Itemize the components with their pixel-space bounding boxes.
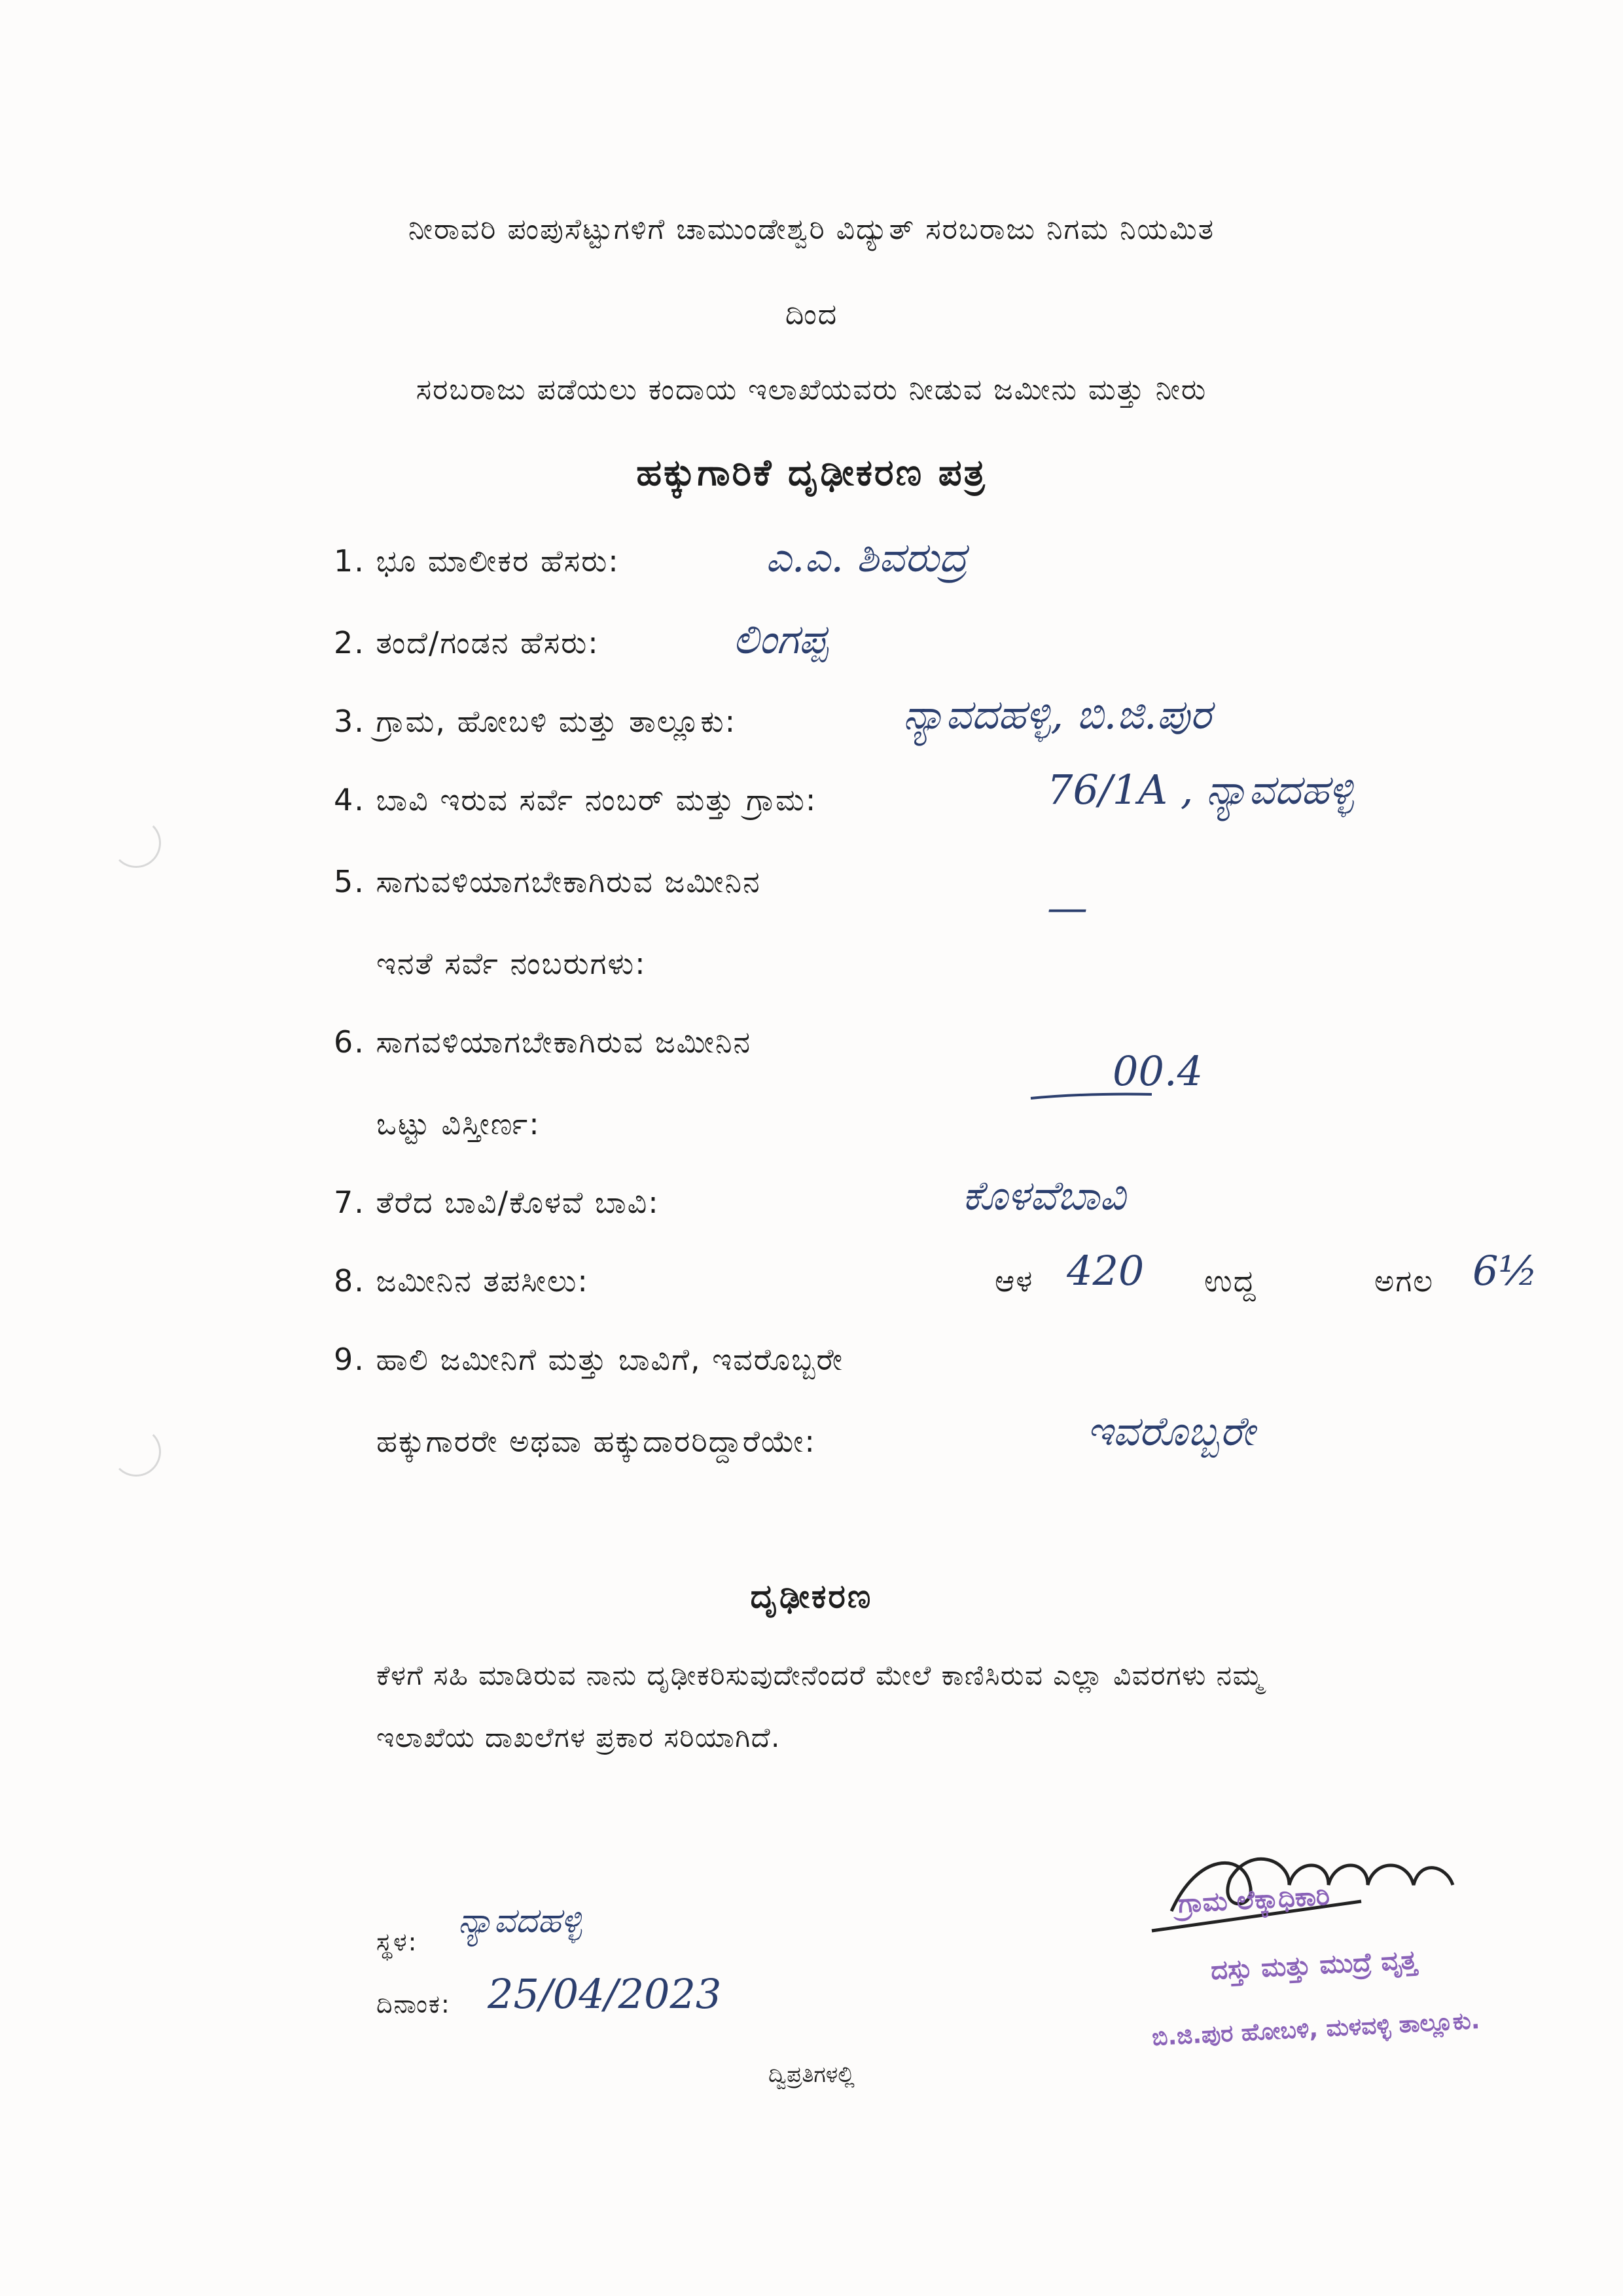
place-label: ಸ್ಥಳ: <box>376 1928 418 1956</box>
item-7-label: 7. ತೆರೆದ ಬಾವಿ/ಕೊಳವೆ ಬಾವಿ: <box>334 1185 660 1220</box>
copies-note: ದ್ವಿಪ್ರತಿಗಳಲ್ಲಿ <box>768 2062 855 2088</box>
place-value: ನ್ಯಾವದಹಳ್ಳಿ <box>458 1901 582 1941</box>
item-8-width-label: ಅಗಲ <box>1374 1263 1435 1299</box>
item-6-underline <box>1027 1086 1158 1106</box>
punch-hole-mark <box>111 818 161 868</box>
date-value: 25/04/2023 <box>488 1970 722 2018</box>
header-line-1: ನೀರಾವರಿ ಪಂಪುಸೆಟ್ಟುಗಳಿಗೆ ಚಾಮುಂಡೇಶ್ವರಿ ವಿದ್ಯುತ್ ಸರಬರಾಜು ನಿಗಮ ನಿಯಮಿತ <box>408 213 1215 246</box>
item-5-value: — <box>1047 884 1088 931</box>
item-5-label-cont: ಇನತೆ ಸರ್ವೆ ನಂಬರುಗಳು: <box>376 946 647 981</box>
item-8-width-value: 6½ <box>1472 1247 1538 1295</box>
item-9-value: ಇವರೊಬ್ಬರೇ <box>1086 1407 1255 1455</box>
item-8-label: 8. ಜಮೀನಿನ ತಪಸೀಲು: <box>334 1263 589 1299</box>
certification-line-1: ಕೆಳಗೆ ಸಹಿ ಮಾಡಿರುವ ನಾನು ದೃಢೀಕರಿಸುವುದೇನೆಂದರೆ ಮೇಲೆ ಕಾಣಿಸಿರುವ ಎಲ್ಲಾ ವಿವರಗಳು ನಮ್ಮ <box>376 1659 1264 1691</box>
document-title: ಹಕ್ಕುಗಾರಿಕೆ ದೃಢೀಕರಣ ಪತ್ರ <box>636 452 987 494</box>
item-7-value: ಕೊಳವೆಬಾವಿ <box>962 1172 1126 1219</box>
item-4-value: 76/1A , ನ್ಯಾವದಹಳ್ಳಿ <box>1047 766 1354 814</box>
item-8-depth-label: ಆಳ <box>995 1263 1034 1299</box>
seal-line-3: ಬಿ.ಜಿ.ಪುರ ಹೋಬಳಿ, ಮಳವಳ್ಳಿ ತಾಲ್ಲೂಕು. <box>1151 2007 1481 2052</box>
seal-line-2: ದಸ್ತು ಮತ್ತು ಮುದ್ರೆ ವೃತ್ತ <box>1210 1945 1418 1986</box>
item-2-value: ಲಿಂಗಪ್ಪ <box>733 615 829 663</box>
header-line-3: ಸರಬರಾಜು ಪಡೆಯಲು ಕಂದಾಯ ಇಲಾಖೆಯವರು ನೀಡುವ ಜಮೀನು ಮತ್ತು ನೀರು <box>416 373 1207 406</box>
item-8-depth-value: 420 <box>1067 1247 1145 1295</box>
item-5-label: 5. ಸಾಗುವಳಿಯಾಗಬೇಕಾಗಿರುವ ಜಮೀನಿನ <box>334 864 761 899</box>
header-line-2: ದಿಂದ <box>785 298 838 331</box>
punch-hole-mark <box>111 1427 161 1477</box>
item-9-label-cont: ಹಕ್ಕುಗಾರರೇ ಅಥವಾ ಹಕ್ಕುದಾರರಿದ್ದಾರೆಯೇ: <box>376 1424 816 1459</box>
item-4-label: 4. ಬಾವಿ ಇರುವ ಸರ್ವೆ ನಂಬರ್ ಮತ್ತು ಗ್ರಾಮ: <box>334 782 817 817</box>
date-label: ದಿನಾಂಕ: <box>376 1990 451 2018</box>
item-6-label: 6. ಸಾಗವಳಿಯಾಗಬೇಕಾಗಿರುವ ಜಮೀನಿನ <box>334 1024 752 1060</box>
item-6-value: 00.4 <box>1113 1047 1204 1095</box>
seal-line-1: ಗ್ರಾಮ ಲೆಕ್ಕಾಧಿಕಾರಿ <box>1177 1880 1331 1920</box>
item-2-label: 2. ತಂದೆ/ಗಂಡನ ಹೆಸರು: <box>334 625 599 660</box>
item-8-length-label: ಉದ್ದ <box>1204 1263 1257 1299</box>
item-3-label: 3. ಗ್ರಾಮ, ಹೋಬಳಿ ಮತ್ತು ತಾಲ್ಲೂಕು: <box>334 704 737 739</box>
certification-heading: ದೃಢೀಕರಣ <box>750 1577 873 1615</box>
item-9-label: 9. ಹಾಲಿ ಜಮೀನಿಗೆ ಮತ್ತು ಬಾವಿಗೆ, ಇವರೊಬ್ಬರೇ <box>334 1342 844 1377</box>
certification-line-2: ಇಲಾಖೆಯ ದಾಖಲೆಗಳ ಪ್ರಕಾರ ಸರಿಯಾಗಿದೆ. <box>376 1721 781 1753</box>
item-3-value: ನ್ಯಾವದಹಳ್ಳಿ, ಬಿ.ಜಿ.ಪುರ <box>903 691 1211 738</box>
item-6-label-cont: ಒಟ್ಟು ವಿಸ್ತೀರ್ಣ: <box>376 1106 541 1141</box>
item-1-label: 1. ಭೂ ಮಾಲೀಕರ ಹೆಸರು: <box>334 543 620 579</box>
item-1-value: ಎ.ಎ. ಶಿವರುದ್ರ <box>766 533 967 581</box>
